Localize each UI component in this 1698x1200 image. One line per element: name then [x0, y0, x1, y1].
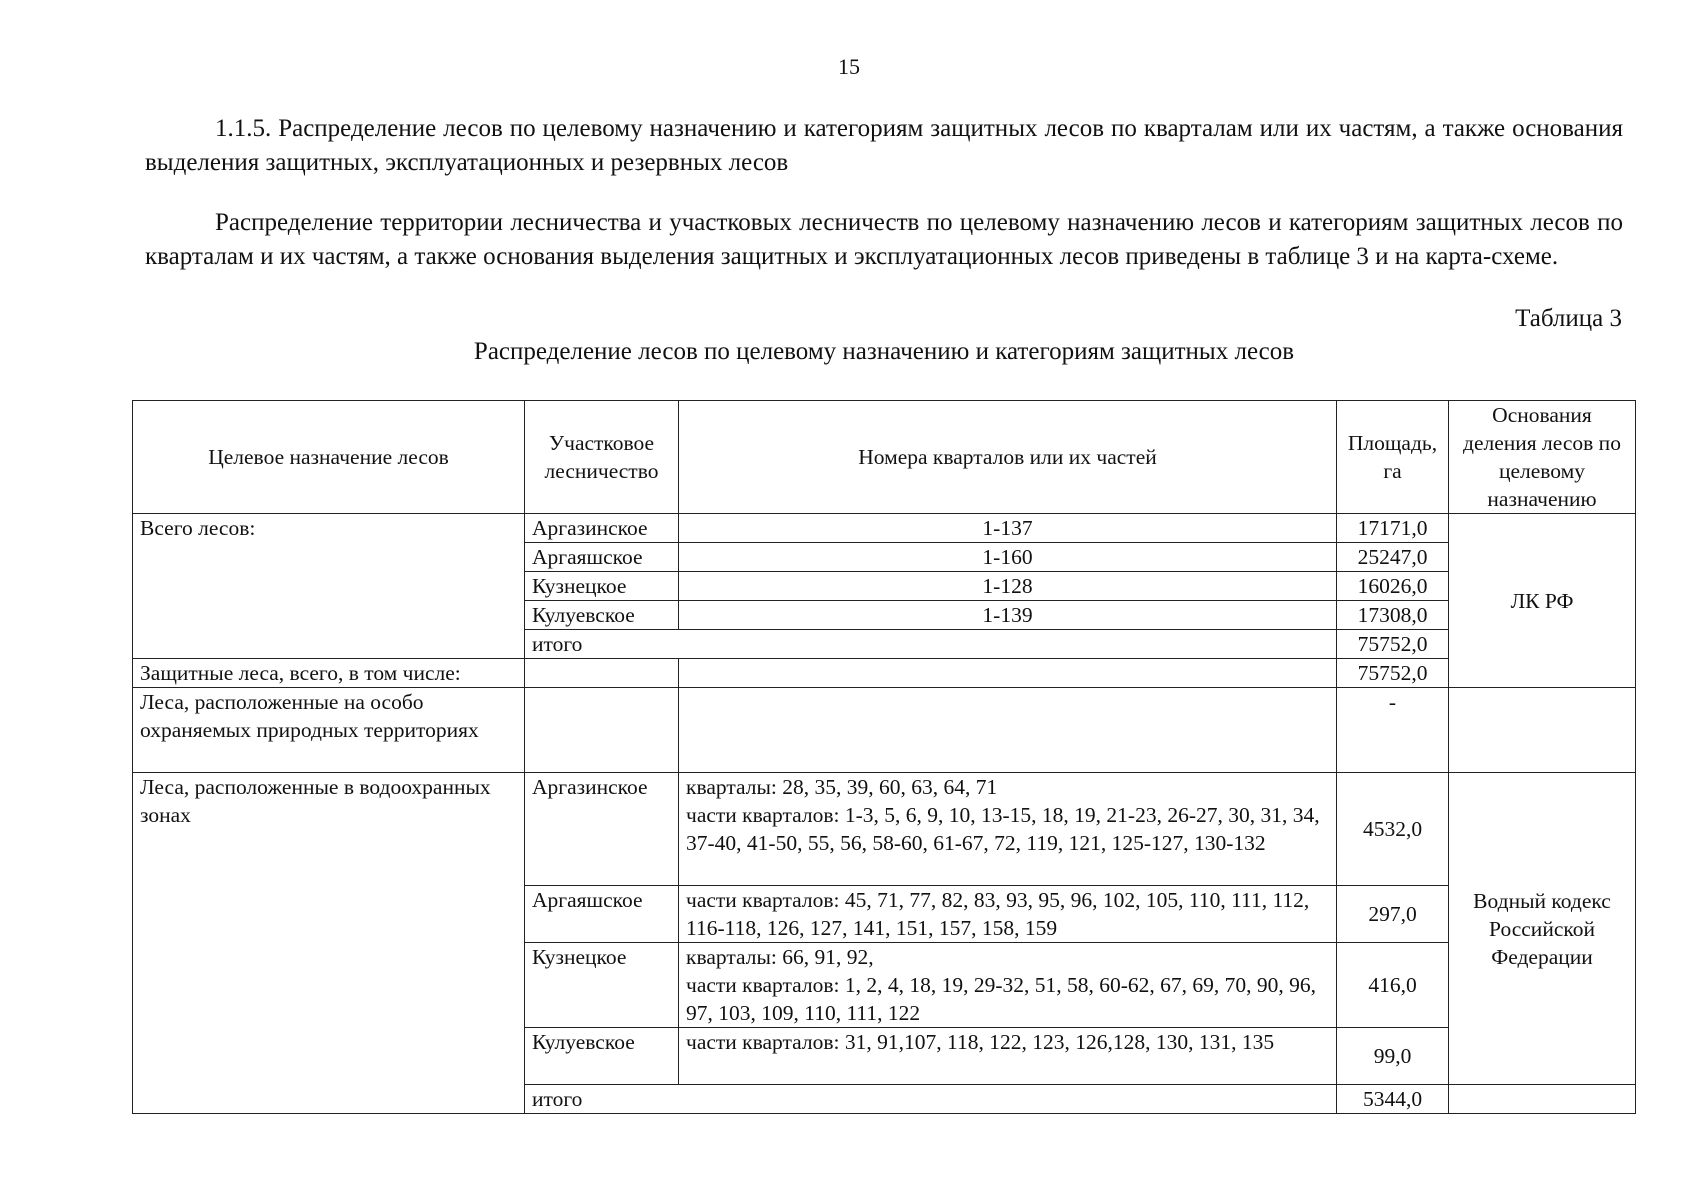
forest-distribution-table [132, 400, 1636, 1114]
area-cell: - [1337, 688, 1449, 773]
header-area: Площадь, га [1337, 401, 1449, 514]
empty-cell [525, 659, 679, 688]
district-cell: Аргаяшское [525, 886, 679, 943]
quarters-cell: кварталы: 66, 91, 92, части кварталов: 1, 2, 4, 18, 19, 29-32, 51, 58, 60-62, 67, 69, 70, 90, 96, 97, 103, 109, 110, 111, 122 [679, 943, 1337, 1028]
quarters-cell: 1-139 [679, 601, 1337, 630]
table-header-row [133, 401, 1636, 514]
header-district: Участковое лесничество [525, 401, 679, 514]
district-cell: Аргаяшское [525, 543, 679, 572]
district-cell: Кулуевское [525, 1028, 679, 1085]
area-cell: 16026,0 [1337, 572, 1449, 601]
table-row [133, 514, 1636, 543]
water-zones-label: Леса, расположенные в водоохранных зонах [133, 773, 525, 1114]
district-cell: Кузнецкое [525, 572, 679, 601]
basis-forest-code: ЛК РФ [1449, 514, 1636, 688]
protective-forests-label: Защитные леса, всего, в том числе: [133, 659, 525, 688]
empty-cell [1449, 1085, 1636, 1114]
empty-cell [1449, 688, 1636, 773]
protected-areas-label: Леса, расположенные на особо охраняемых природных территориях [133, 688, 525, 773]
area-cell: 17171,0 [1337, 514, 1449, 543]
quarters-cell: части кварталов: 45, 71, 77, 82, 83, 93, 95, 96, 102, 105, 110, 111, 112, 116-118, 126, 127, 141, 151, 157, 158, 159 [679, 886, 1337, 943]
area-cell: 99,0 [1337, 1028, 1449, 1085]
subtotal-area: 75752,0 [1337, 630, 1449, 659]
header-basis: Основания деления лесов по целевому назначению [1449, 401, 1636, 514]
empty-cell [679, 659, 1337, 688]
quarters-cell: 1-160 [679, 543, 1337, 572]
quarters-cell: кварталы: 28, 35, 39, 60, 63, 64, 71 части кварталов: 1-3, 5, 6, 9, 10, 13-15, 18, 19, 21-23, 26-27, 30, 31, 34, 37-40, 41-50, 55, 56, 58-60, 61-67, 72, 119, 121, 125-127, 130-132 [679, 773, 1337, 886]
area-cell: 75752,0 [1337, 659, 1449, 688]
quarters-cell: 1-128 [679, 572, 1337, 601]
area-cell: 17308,0 [1337, 601, 1449, 630]
subtotal-area: 5344,0 [1337, 1085, 1449, 1114]
page-number: 15 [838, 54, 860, 79]
total-forests-label: Всего лесов: [133, 514, 525, 659]
area-cell: 25247,0 [1337, 543, 1449, 572]
subtotal-label: итого [525, 1085, 1337, 1114]
header-purpose: Целевое назначение лесов [133, 401, 525, 514]
header-quarters: Номера кварталов или их частей [679, 401, 1337, 514]
area-cell: 297,0 [1337, 886, 1449, 943]
empty-cell [679, 688, 1337, 773]
table-row [133, 688, 1636, 773]
district-cell: Кулуевское [525, 601, 679, 630]
table-label: Таблица 3 [1515, 305, 1622, 332]
table-row [133, 659, 1636, 688]
intro-paragraph: Распределение территории лесничества и участковых лесничеств по целевому назначению лесов и категориям защитных лесов по кварталам и их частям, а также основания выделения защитных и эксплуатационных лесов приведены в таблице 3 и на карта-схеме. [145, 209, 1623, 270]
quarters-cell: части кварталов: 31, 91,107, 118, 122, 123, 126,128, 130, 131, 135 [679, 1028, 1337, 1085]
empty-cell [525, 688, 679, 773]
quarters-cell: 1-137 [679, 514, 1337, 543]
section-heading: 1.1.5. Распределение лесов по целевому назначению и категориям защитных лесов по кварталам или их частям, а также основания выделения защитных, эксплуатационных и резервных лесов [145, 115, 1623, 176]
area-cell: 416,0 [1337, 943, 1449, 1028]
area-cell: 4532,0 [1337, 773, 1449, 886]
basis-water-code: Водный кодекс Российской Федерации [1449, 773, 1636, 1085]
district-cell: Кузнецкое [525, 943, 679, 1028]
district-cell: Аргазинское [525, 514, 679, 543]
table-row [133, 773, 1636, 886]
subtotal-label: итого [525, 630, 1337, 659]
table-title: Распределение лесов по целевому назначению и категориям защитных лесов [473, 338, 1295, 365]
district-cell: Аргазинское [525, 773, 679, 886]
